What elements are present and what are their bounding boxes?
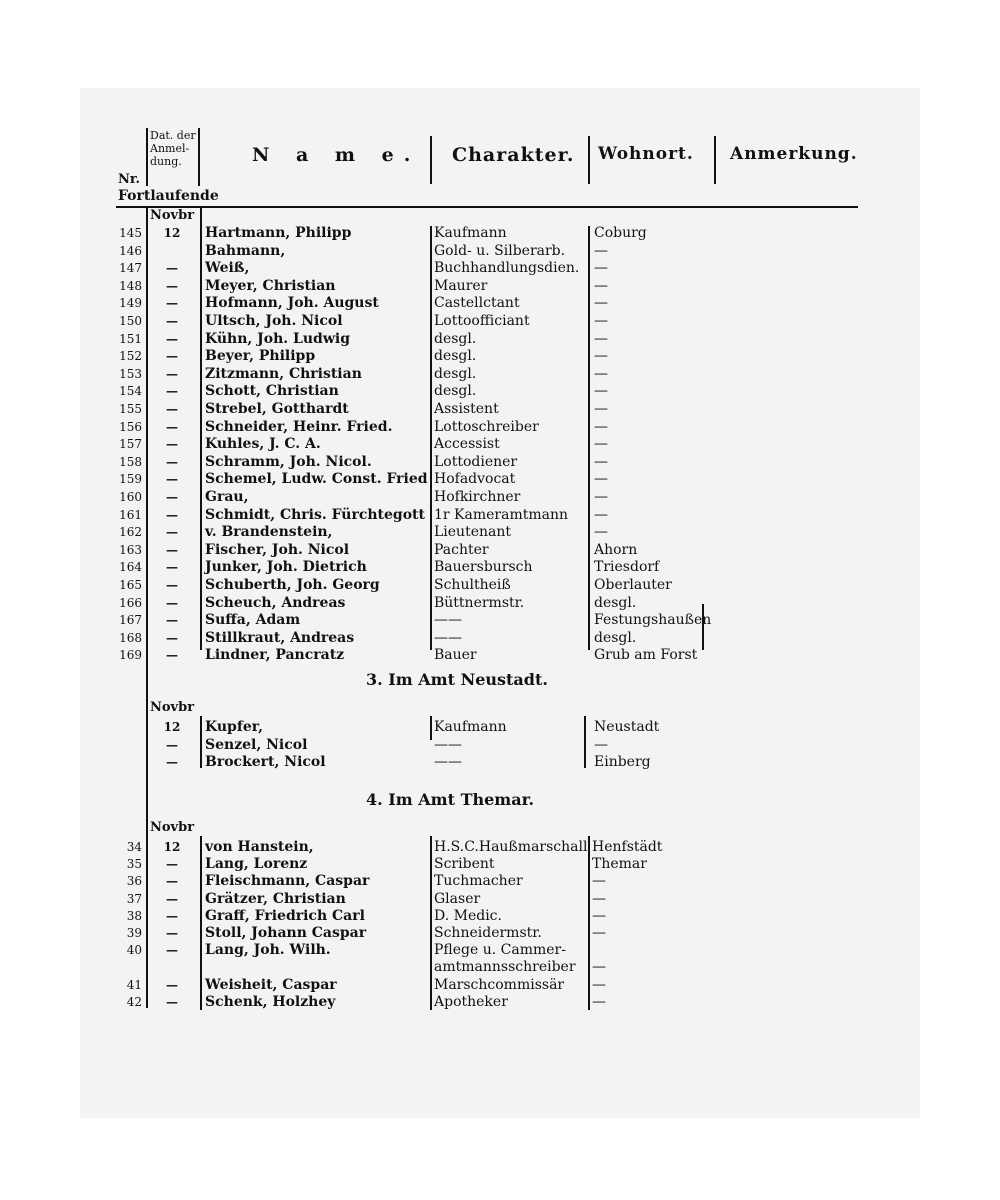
row-name: v. Brandenstein, [205,524,333,541]
row-wohnort: — [594,453,608,470]
row-name: Stoll, Johann Caspar [205,925,367,941]
section-title: 4. Im Amt Themar. [366,790,535,809]
row-date: 12 [163,840,181,854]
row-charakter: Gold- u. Silberarb. [434,242,566,259]
row-charakter: Lottoofficiant [434,313,530,329]
row-charakter: Hofadvocat [434,471,516,488]
row-name: Stillkraut, Andreas [205,629,355,646]
row-date: — [166,454,178,469]
row-date: — [166,278,178,293]
row-charakter: Hofkirchner [434,489,521,505]
column-rule [200,716,202,768]
row-wohnort: — [594,260,608,277]
header-separator [198,128,200,186]
header-dat-line3: dung. [150,155,182,168]
row-charakter: Schneidermstr. [434,925,542,941]
row-name: Kupfer, [205,719,263,735]
row-name: Schemel, Ludw. Const. Fried [205,471,428,488]
row-date: — [166,874,178,889]
row-date: — [166,857,178,872]
row-date: — [166,560,178,575]
row-wohnort: Einberg [594,754,651,771]
row-charakter: desgl. [434,365,477,382]
row-charakter: Tuchmacher [434,873,523,890]
row-number: 38 [126,908,142,923]
row-charakter: 1r Kameramtmann [434,506,569,523]
row-charakter: —— [434,629,462,646]
row-date: — [166,296,178,311]
row-number: 153 [119,366,142,381]
row-charakter: Kaufmann [434,719,507,735]
row-charakter: Bauer [434,647,477,664]
header-separator [714,136,716,184]
row-charakter: D. Medic. [434,907,502,924]
row-wohnort: — [594,383,608,400]
header-separator [430,136,432,184]
row-name: Scheuch, Andreas [205,594,346,611]
row-number: 39 [126,926,142,940]
row-number: 148 [119,278,142,293]
row-number: 166 [119,595,142,610]
row-charakter: Scribent [434,856,495,873]
row-charakter: H.S.C.Haußmarschall [434,839,588,855]
row-name: Kühn, Joh. Ludwig [205,330,351,347]
row-wohnort: Grub am Forst [594,647,698,664]
row-charakter: Pachter [434,541,489,558]
row-name: Lang, Lorenz [205,856,308,873]
row-name: Meyer, Christian [205,277,336,294]
row-charakter: Bauersbursch [434,559,533,576]
row-number: 154 [119,384,142,399]
row-charakter: Schultheiß [434,577,511,593]
row-wohnort: Triesdorf [594,559,660,576]
row-date: — [166,419,178,434]
column-rule [588,226,590,650]
row-date: — [166,542,178,557]
header-rule [116,206,858,208]
row-number: 147 [119,261,142,276]
row-charakter: desgl. [434,330,477,347]
header-anmerkung: Anmerkung. [730,144,858,164]
row-number: 158 [119,454,142,469]
row-name: Lang, Joh. Wilh. [205,942,331,959]
row-name: Lindner, Pancratz [205,647,345,664]
row-wohnort: Themar [592,856,647,873]
row-name: Brockert, Nicol [205,754,326,771]
row-number: 42 [126,994,142,1009]
row-date: — [166,908,178,923]
row-number: 152 [119,349,142,364]
row-number: 41 [126,977,142,992]
row-charakter: Maurer [434,277,488,294]
row-wohnort: Festungshaußen [594,612,712,629]
header-separator [588,136,590,184]
column-rule [200,836,202,1010]
row-date: — [166,613,178,628]
row-date: — [166,926,178,940]
row-wohnort: — [592,890,606,907]
row-number: 162 [119,525,142,540]
row-wohnort: desgl. [594,629,637,646]
column-rule [146,208,148,1008]
row-wohnort: — [592,925,606,941]
row-name: Suffa, Adam [205,612,301,629]
row-wohnort: — [594,471,608,488]
header-nr: Nr. [118,172,141,187]
row-number: 151 [119,331,142,346]
row-charakter: Castellctant [434,295,520,312]
row-name: Grau, [205,489,249,505]
row-date: 12 [163,720,181,734]
row-name: Hartmann, Philipp [205,225,352,241]
row-name: Bahmann, [205,242,286,259]
row-name: Junker, Joh. Dietrich [205,559,367,576]
header-wohnort: Wohnort. [598,144,694,164]
row-name: Schneider, Heinr. Fried. [205,418,393,435]
row-date: — [166,349,178,364]
row-name: Weisheit, Caspar [205,976,337,993]
row-name: Schott, Christian [205,383,339,400]
row-date: — [166,314,178,328]
row-charakter: Lottoschreiber [434,418,539,435]
row-name: Fleischmann, Caspar [205,873,370,890]
row-wohnort: — [594,506,608,523]
month-label: Novbr [150,700,195,715]
row-charakter: Büttnermstr. [434,594,525,611]
row-charakter: desgl. [434,383,477,400]
row-charakter: desgl. [434,348,477,365]
row-wohnort: Neustadt [594,719,660,735]
row-wohnort: — [592,873,606,890]
row-charakter: Marschcommissär [434,976,565,993]
row-charakter: Lottodiener [434,453,518,470]
row-date: — [166,525,178,540]
row-number: 159 [119,472,142,487]
row-date: — [166,578,178,592]
row-name: Weiß, [205,260,250,277]
row-name: Schmidt, Chris. Fürchtegott [205,506,425,523]
row-charakter: Lieutenant [434,524,511,541]
row-number: 161 [119,507,142,522]
row-name: Graff, Friedrich Carl [205,907,365,924]
row-wohnort: — [594,365,608,382]
row-date: — [166,331,178,346]
row-date: — [166,402,178,416]
row-wohnort: Henfstädt [592,839,663,855]
row-wohnort: — [594,348,608,365]
header-separator [146,128,148,186]
row-date: — [166,755,178,770]
row-number: 165 [119,578,142,592]
row-wohnort: — [594,524,608,541]
row-date: — [166,891,178,906]
row-wohnort: — [594,295,608,312]
column-rule [430,836,432,1010]
row-charakter: —— [434,736,462,753]
row-wohnort: — [592,976,606,993]
row-number: 145 [119,226,142,240]
row-date: — [166,648,178,663]
header-dat-line1: Dat. der [150,129,196,142]
header-fortlaufende: Fortlaufende [118,188,219,204]
row-date: — [166,977,178,992]
row-charakter: Buchhandlungsdien. [434,260,580,277]
column-rule [430,226,432,650]
row-number: 150 [119,314,142,328]
row-number: 164 [119,560,142,575]
row-number: 160 [119,490,142,504]
row-name: Grätzer, Christian [205,890,346,907]
row-charakter: Kaufmann [434,225,507,241]
section-title: 3. Im Amt Neustadt. [366,670,548,689]
row-number: 40 [126,943,142,958]
header-name: N a m e. [252,144,421,166]
row-date: — [166,943,178,958]
row-wohnort: — [592,993,606,1010]
row-name: Schuberth, Joh. Georg [205,577,380,593]
row-date: — [166,630,178,645]
header-dat-line2: Anmel- [150,142,190,155]
row-date: 12 [163,226,181,240]
row-charakter: amtmannsschreiber [434,959,576,976]
row-name: Beyer, Philipp [205,348,316,365]
column-rule [200,208,202,650]
row-name: Strebel, Gotthardt [205,401,349,417]
row-wohnort: — [594,401,608,417]
row-number: 157 [119,437,142,452]
row-date: — [166,737,178,752]
row-number: 149 [119,296,142,311]
row-name: Hofmann, Joh. August [205,295,379,312]
row-wohnort: — [592,907,606,924]
row-charakter: Pflege u. Cammer- [434,942,566,959]
row-date: — [166,366,178,381]
row-name: Schenk, Holzhey [205,993,336,1010]
column-rule [430,716,432,740]
header-charakter: Charakter. [452,144,575,166]
row-name: Schramm, Joh. Nicol. [205,453,372,470]
row-name: von Hanstein, [205,839,314,855]
row-date: — [166,472,178,487]
row-number: 167 [119,613,142,628]
row-charakter: —— [434,612,462,629]
row-name: Zitzmann, Christian [205,365,362,382]
row-wohnort: — [594,313,608,329]
row-number: 169 [119,648,142,663]
row-wohnort: Coburg [594,225,647,241]
row-charakter: Glaser [434,890,481,907]
row-name: Senzel, Nicol [205,736,308,753]
row-date: — [166,261,178,276]
row-number: 168 [119,630,142,645]
month-label: Novbr [150,208,195,223]
row-date: — [166,507,178,522]
column-rule [584,716,586,768]
row-wohnort: — [594,242,608,259]
row-date: — [166,595,178,610]
row-name: Fischer, Joh. Nicol [205,541,350,558]
month-label: Novbr [150,820,195,835]
row-wohnort: — [594,330,608,347]
row-number: 146 [119,243,142,258]
row-wohnort: — [594,436,608,453]
row-number: 37 [126,891,142,906]
row-wohnort: — [592,959,606,976]
row-wohnort: Ahorn [594,541,638,558]
row-date: — [166,490,178,504]
row-wohnort: desgl. [594,594,637,611]
row-number: 34 [126,840,142,854]
row-wohnort: — [594,736,608,753]
row-charakter: Accessist [434,436,500,453]
row-number: 155 [119,402,142,416]
row-charakter: Assistent [434,401,499,417]
row-charakter: Apotheker [434,993,508,1010]
row-wohnort: — [594,489,608,505]
row-number: 156 [119,419,142,434]
column-rule [588,836,590,1010]
row-name: Kuhles, J. C. A. [205,436,321,453]
row-date: — [166,437,178,452]
row-wohnort: — [594,418,608,435]
row-name: Ultsch, Joh. Nicol [205,313,343,329]
row-wohnort: — [594,277,608,294]
row-charakter: —— [434,754,462,771]
row-wohnort: Oberlauter [594,577,672,593]
row-date: — [166,384,178,399]
row-date: — [166,994,178,1009]
row-number: 163 [119,542,142,557]
row-number: 35 [126,857,142,872]
row-number: 36 [126,874,142,889]
